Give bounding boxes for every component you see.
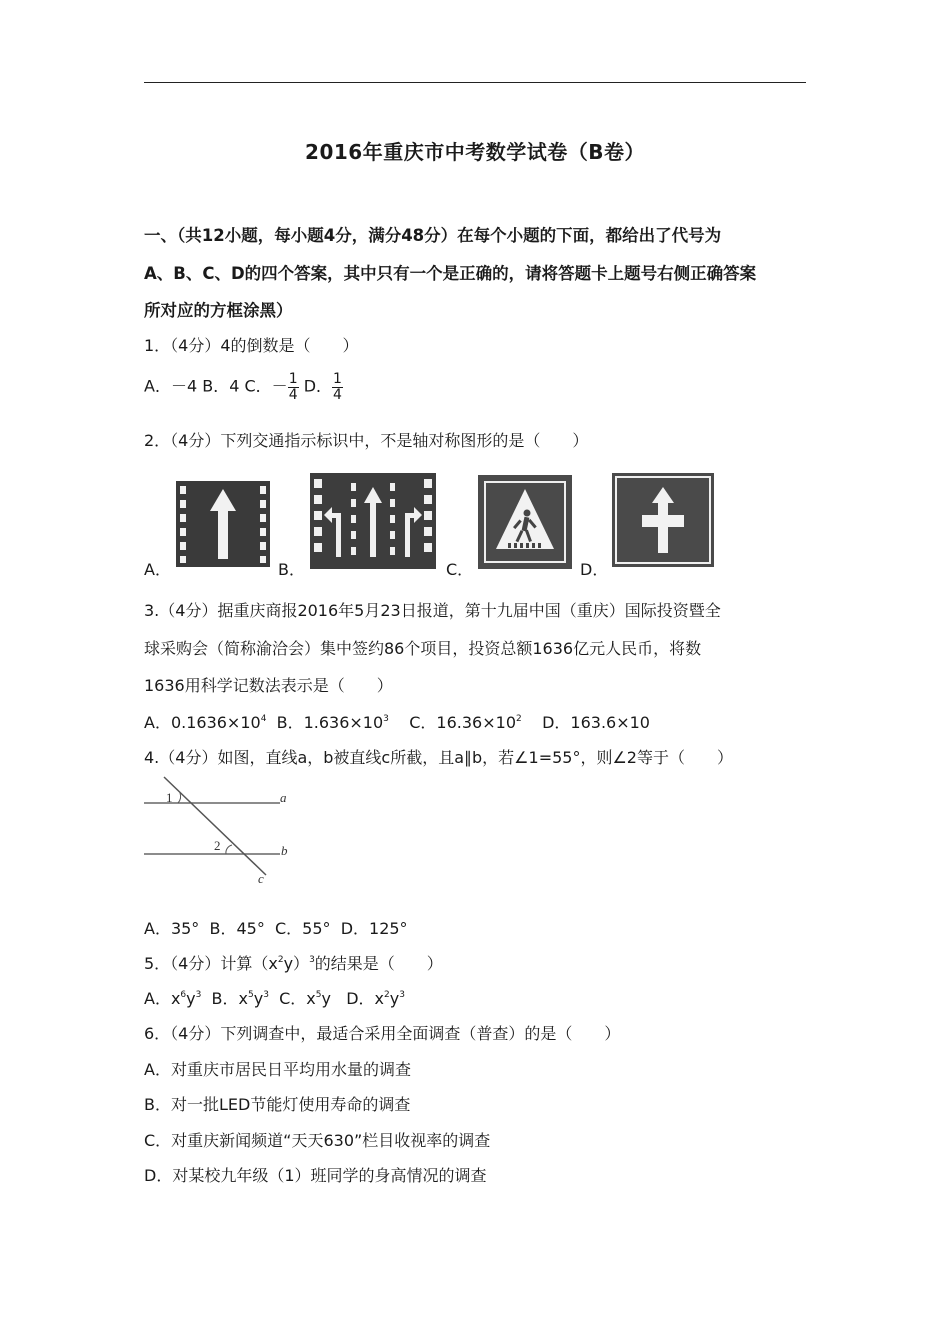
q2-option-a-label: A． bbox=[144, 560, 171, 579]
q5-option-b: B．$x^5y^3$ bbox=[211, 989, 269, 1008]
q2-option-d-label: D． bbox=[580, 560, 609, 579]
q2-option-c-label: C． bbox=[446, 560, 474, 579]
q6-option-c: C．对重庆新闻频道“天天630”栏目收视率的调查 bbox=[144, 1131, 491, 1150]
section-instructions-line-3: 所对应的方框涂黑） bbox=[144, 301, 293, 320]
q2-option-b-label: B． bbox=[278, 560, 305, 579]
q1-option-a: A．－4 bbox=[144, 376, 198, 396]
sign-lane-direction-icon bbox=[310, 473, 436, 569]
question-6-stem: 6．（4分）下列调查中，最适合采用全面调查（普查）的是（ ） bbox=[144, 1024, 621, 1043]
q6-option-d: D．对某校九年级（1）班同学的身高情况的调查 bbox=[144, 1166, 487, 1185]
q5-option-d: D．$x^2y^3$ bbox=[346, 989, 405, 1008]
question-5-stem: 5．（4分）计算$(x^2y)^3$的结果是（ ） bbox=[144, 954, 443, 973]
question-1-stem: 1．（4分）4的倒数是（ ） bbox=[144, 336, 359, 355]
q1-fraction-c: $\frac{1}{4}$ bbox=[288, 371, 298, 403]
question-3-line-1: 3.（4分）据重庆商报2016年5月23日报道，第十九届中国（重庆）国际投资暨全 bbox=[144, 601, 721, 620]
q1-fraction-d: $\frac{1}{4}$ bbox=[333, 371, 342, 403]
q1-option-c: C．－ bbox=[244, 376, 288, 396]
q5-option-c: C．$x^5y$ bbox=[279, 989, 331, 1008]
question-3-line-2: 球采购会（简称渝洽会）集中签约86个项目，投资总额1636亿元人民币，将数 bbox=[144, 639, 702, 658]
q1-option-d: D． bbox=[303, 376, 333, 396]
page-title: 2016年重庆市中考数学试卷（B卷） bbox=[305, 140, 645, 164]
sign-straight-arrow-icon bbox=[176, 481, 270, 567]
angle-2-label: 2 bbox=[214, 838, 221, 853]
q3-option-a: A．$0.1636\times 10^4$ bbox=[144, 713, 267, 732]
section-instructions-line-2: A、B、C、D的四个答案，其中只有一个是正确的，请将答题卡上题号右侧正确答案 bbox=[144, 264, 757, 283]
sign-pedestrian-crossing-icon bbox=[478, 475, 572, 569]
question-4-options: A．35° B．45° C．55° D．125° bbox=[144, 919, 408, 938]
line-a-label: a bbox=[280, 790, 287, 805]
q3-option-b: B．$1.636\times 10^3$ bbox=[276, 713, 389, 732]
q6-option-a: A．对重庆市居民日平均用水量的调查 bbox=[144, 1060, 411, 1079]
q3-option-c: C．$16.36\times 10^2$ bbox=[409, 713, 522, 732]
question-4-stem: 4.（4分）如图，直线a，b被直线c所截，且a∥b，若∠1=55°，则∠2等于（ ） bbox=[144, 748, 733, 767]
line-b-label: b bbox=[281, 843, 288, 858]
q5-option-a: A．$x^6y^3$ bbox=[144, 989, 202, 1008]
section-instructions-line-1: 一、（共12小题，每小题4分，满分48分）在每个小题的下面，都给出了代号为 bbox=[144, 226, 722, 245]
header-rule bbox=[144, 82, 806, 83]
angle-1-label: 1 bbox=[166, 790, 173, 805]
q6-option-b: B．对一批LED节能灯使用寿命的调查 bbox=[144, 1095, 411, 1114]
parallel-lines-figure bbox=[140, 775, 300, 890]
sign-crossroad-icon bbox=[612, 473, 714, 567]
question-3-line-3: 1636用科学记数法表示是（ ） bbox=[144, 676, 393, 695]
line-c-label: c bbox=[258, 871, 264, 886]
question-5-options bbox=[144, 986, 405, 1009]
question-2-stem: 2．（4分）下列交通指示标识中，不是轴对称图形的是（ ） bbox=[144, 431, 589, 450]
question-1-options bbox=[144, 372, 343, 402]
question-3-options bbox=[144, 710, 650, 733]
q3-option-d: D．163.6×10 bbox=[542, 713, 650, 732]
q1-option-b: B．4 bbox=[202, 376, 240, 396]
